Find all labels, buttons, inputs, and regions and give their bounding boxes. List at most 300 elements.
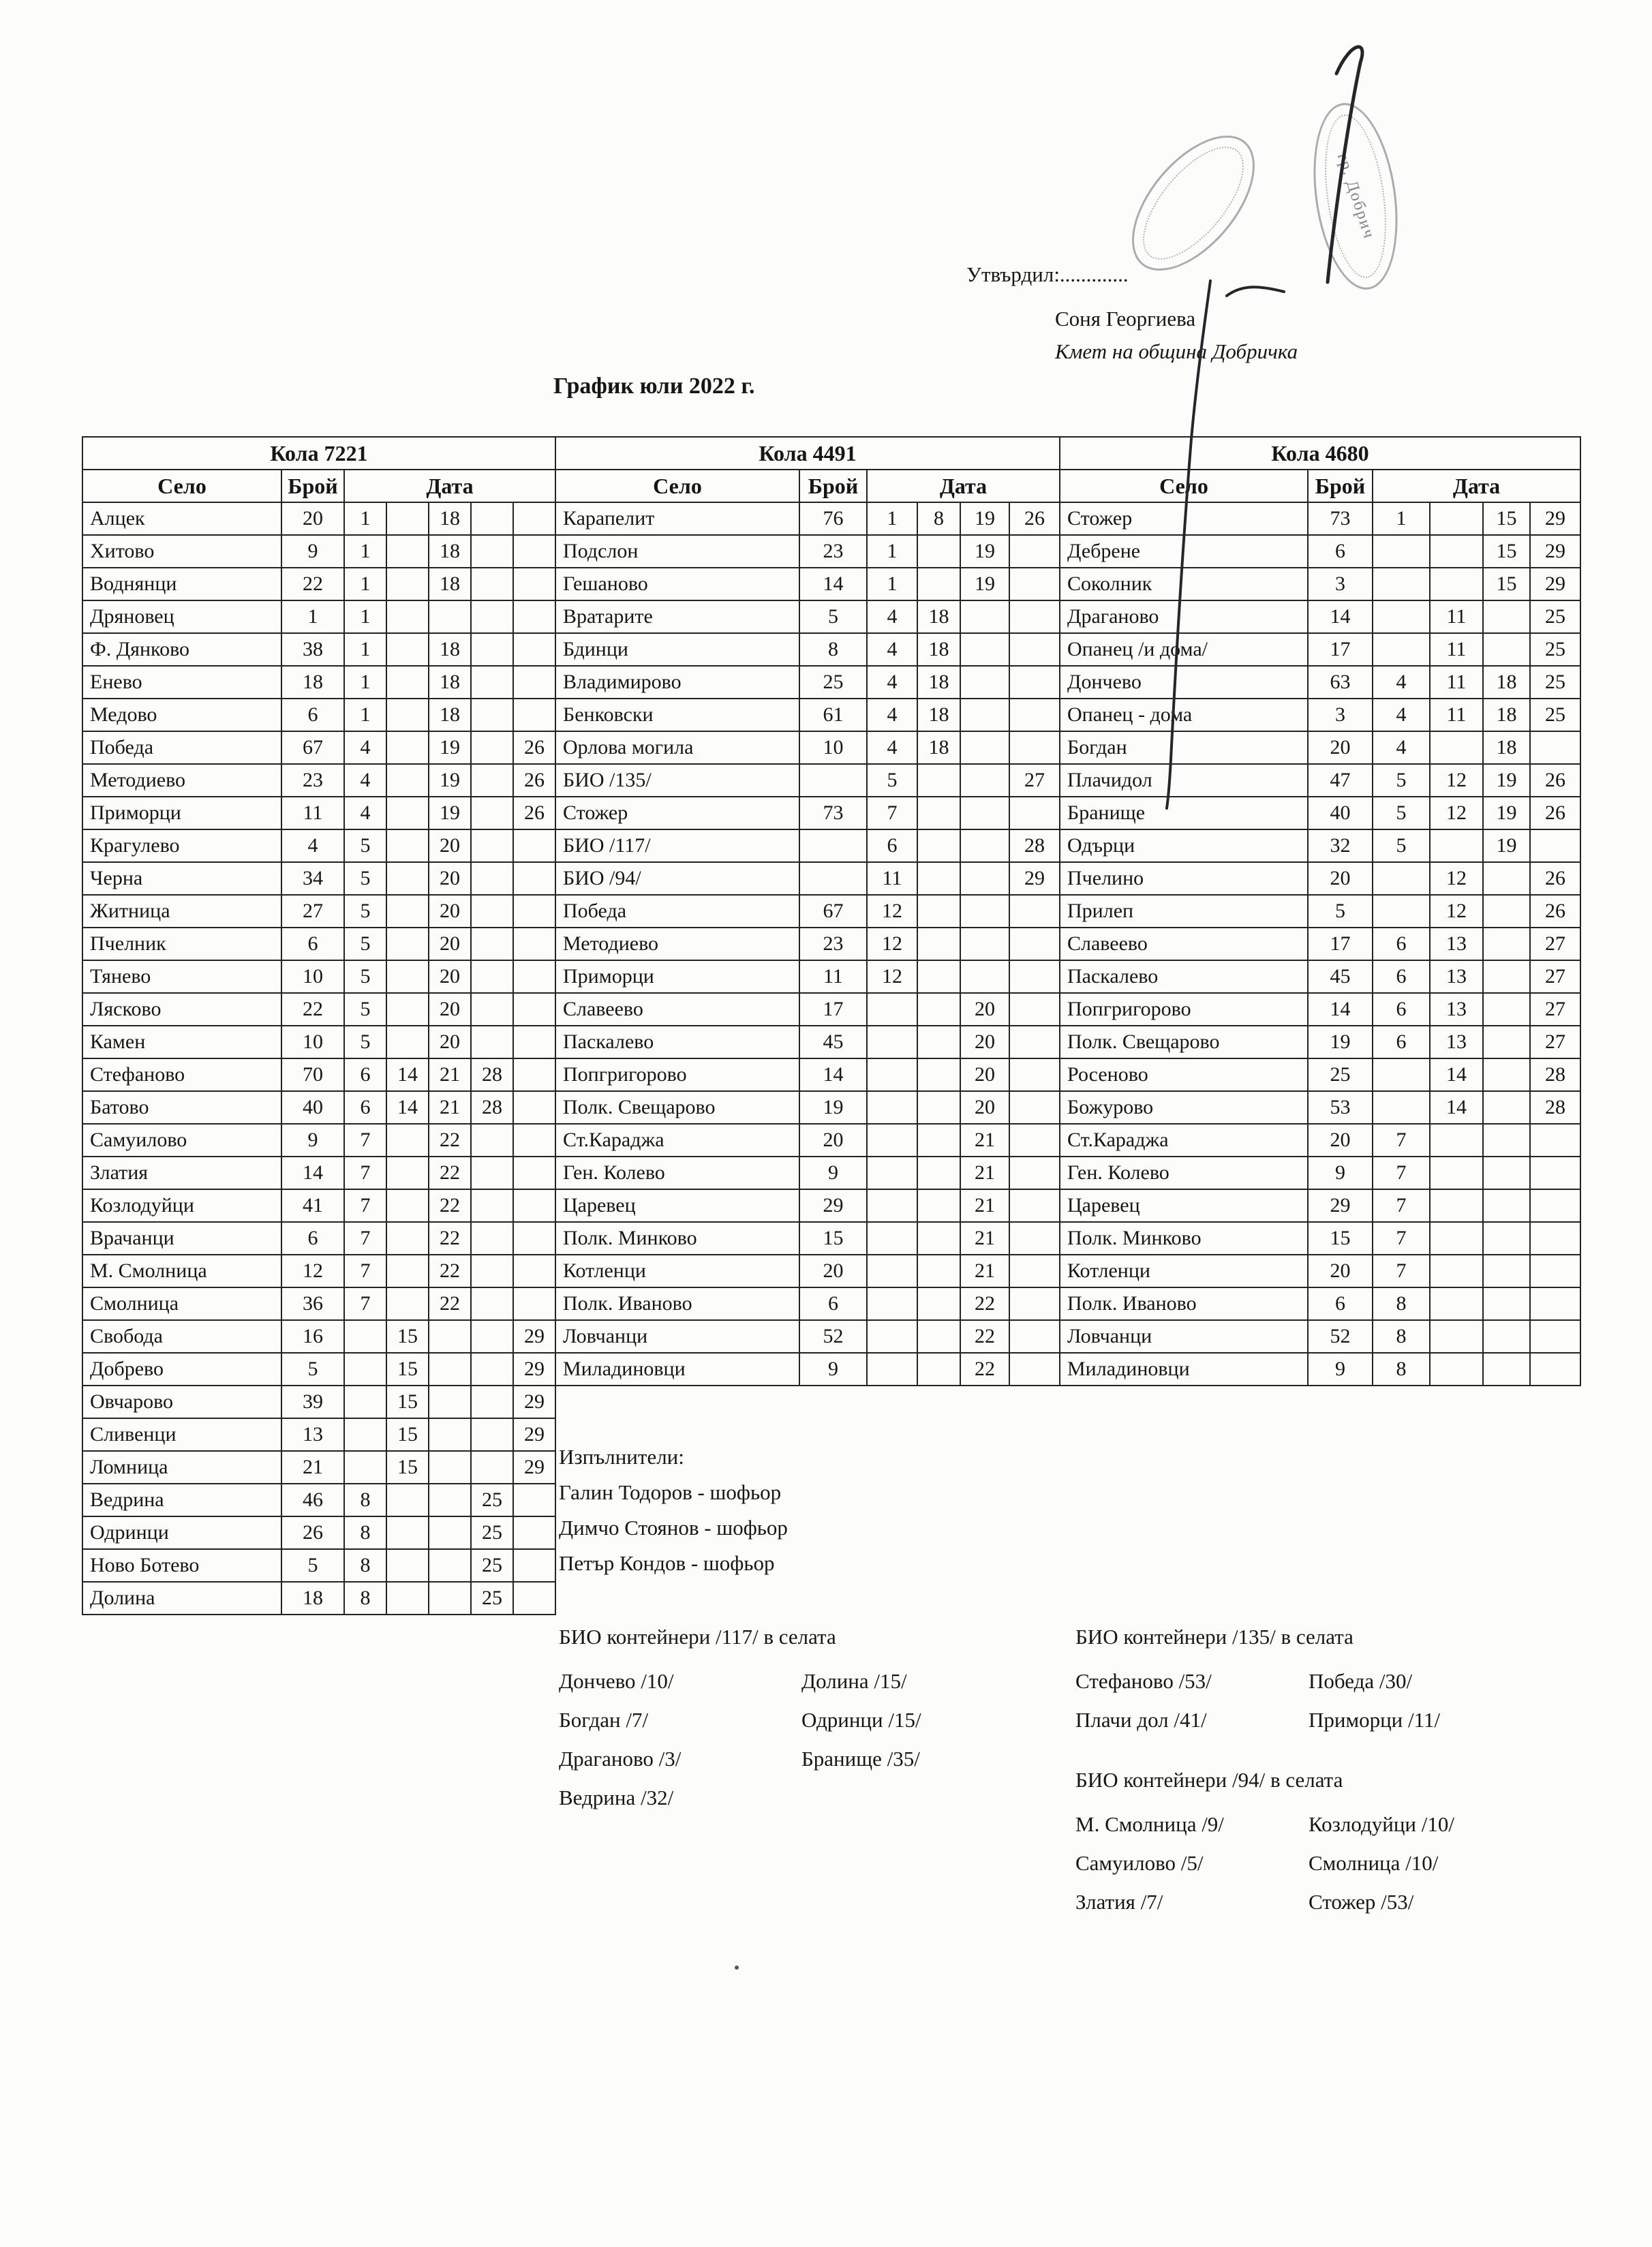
date-cell: 5 (344, 829, 386, 862)
date-cell: 19 (1483, 829, 1530, 862)
date-cell (1430, 1255, 1483, 1287)
village-cell: Дебрене (1060, 535, 1308, 568)
date-cell (429, 600, 471, 633)
village-cell: Опанец - дома (1060, 699, 1308, 731)
table-row (555, 928, 1060, 960)
count-cell (799, 764, 867, 797)
date-cell (429, 1386, 471, 1418)
doc-title: График юли 2022 г. (553, 373, 755, 399)
count-cell: 14 (799, 568, 867, 600)
date-cell: 18 (429, 568, 471, 600)
date-cell (471, 1222, 513, 1255)
date-cell: 12 (1430, 797, 1483, 829)
date-cell (917, 1189, 960, 1222)
date-cell (386, 1124, 429, 1157)
village-cell: Добрево (82, 1353, 281, 1386)
table-row (1060, 1255, 1580, 1287)
date-cell (471, 1287, 513, 1320)
date-cell (1430, 568, 1483, 600)
date-cell: 18 (917, 633, 960, 666)
date-cell (513, 1582, 555, 1615)
date-cell (471, 928, 513, 960)
date-cell (344, 1451, 386, 1484)
date-cell (917, 1353, 960, 1386)
date-cell (1009, 1255, 1060, 1287)
date-cell (1530, 1320, 1580, 1353)
count-cell: 39 (281, 1386, 344, 1418)
date-cell: 12 (1430, 895, 1483, 928)
date-cell (1530, 1157, 1580, 1189)
date-cell: 7 (344, 1287, 386, 1320)
date-cell: 20 (429, 895, 471, 928)
count-cell: 8 (799, 633, 867, 666)
village-cell: Гешаново (555, 568, 799, 600)
date-cell: 4 (867, 731, 917, 764)
date-cell (344, 1320, 386, 1353)
table-row (1060, 699, 1580, 731)
date-cell: 21 (960, 1222, 1009, 1255)
count-cell: 13 (281, 1418, 344, 1451)
date-cell (1483, 1091, 1530, 1124)
date-cell (1483, 1255, 1530, 1287)
date-cell: 6 (867, 829, 917, 862)
date-cell (917, 1026, 960, 1058)
village-cell: Ген. Колево (555, 1157, 799, 1189)
date-cell (471, 666, 513, 699)
date-cell: 25 (471, 1549, 513, 1582)
date-cell (513, 502, 555, 535)
date-cell (471, 1255, 513, 1287)
date-cell: 11 (1430, 699, 1483, 731)
village-cell: Камен (82, 1026, 281, 1058)
village-cell: Бранище (1060, 797, 1308, 829)
date-cell (1430, 731, 1483, 764)
date-cell (471, 568, 513, 600)
date-cell (471, 535, 513, 568)
date-cell (513, 600, 555, 633)
date-cell: 20 (429, 960, 471, 993)
date-cell: 7 (1373, 1189, 1430, 1222)
date-cell (513, 633, 555, 666)
village-cell: Тянево (82, 960, 281, 993)
village-cell: Полк. Иваново (1060, 1287, 1308, 1320)
date-cell (1009, 1026, 1060, 1058)
count-cell: 40 (1308, 797, 1373, 829)
date-cell (917, 829, 960, 862)
table-row (555, 699, 1060, 731)
village-cell: Паскалево (1060, 960, 1308, 993)
date-cell (1373, 633, 1430, 666)
village-cell: Попгригорово (555, 1058, 799, 1091)
date-cell: 8 (1373, 1320, 1430, 1353)
date-cell (1373, 568, 1430, 600)
date-cell (867, 1157, 917, 1189)
date-cell: 6 (1373, 928, 1430, 960)
count-cell: 5 (1308, 895, 1373, 928)
date-cell: 21 (960, 1189, 1009, 1222)
village-cell: Ведрина (82, 1484, 281, 1516)
count-cell: 20 (1308, 862, 1373, 895)
car-title: Кола 7221 (82, 437, 555, 470)
count-cell: 41 (281, 1189, 344, 1222)
date-cell: 4 (344, 764, 386, 797)
date-cell: 4 (867, 600, 917, 633)
village-cell: Ген. Колево (1060, 1157, 1308, 1189)
date-cell (1430, 1157, 1483, 1189)
count-cell: 26 (281, 1516, 344, 1549)
date-cell (867, 1287, 917, 1320)
date-cell: 25 (1530, 699, 1580, 731)
table-row (555, 731, 1060, 764)
date-cell: 25 (1530, 633, 1580, 666)
date-cell (386, 502, 429, 535)
table-row (82, 862, 555, 895)
date-cell (917, 993, 960, 1026)
date-cell: 8 (1373, 1287, 1430, 1320)
village-cell: БИО /117/ (555, 829, 799, 862)
village-cell: Ломница (82, 1451, 281, 1484)
bio-item: Смолница /10/ (1309, 1851, 1439, 1875)
table-row (1060, 535, 1580, 568)
table-row (1060, 993, 1580, 1026)
date-cell (386, 960, 429, 993)
bio-item: М. Смолница /9/ (1075, 1812, 1224, 1836)
date-cell: 1 (867, 535, 917, 568)
table-row (555, 1091, 1060, 1124)
date-cell: 14 (386, 1091, 429, 1124)
date-cell (386, 1582, 429, 1615)
date-cell: 29 (513, 1353, 555, 1386)
date-cell (386, 568, 429, 600)
village-cell: Алцек (82, 502, 281, 535)
date-cell: 12 (867, 928, 917, 960)
date-cell: 21 (429, 1058, 471, 1091)
car-title: Кола 4491 (555, 437, 1060, 470)
date-cell (513, 1255, 555, 1287)
date-cell (1430, 1124, 1483, 1157)
count-cell: 52 (1308, 1320, 1373, 1353)
count-cell: 17 (799, 993, 867, 1026)
date-cell (344, 1418, 386, 1451)
count-cell: 5 (799, 600, 867, 633)
car-table-4491 (555, 436, 1060, 1386)
date-cell (1530, 1353, 1580, 1386)
date-cell (960, 600, 1009, 633)
count-cell: 25 (1308, 1058, 1373, 1091)
date-cell (471, 797, 513, 829)
village-cell: Ново Ботево (82, 1549, 281, 1582)
count-cell: 17 (1308, 633, 1373, 666)
date-cell (867, 1353, 917, 1386)
date-cell (471, 960, 513, 993)
village-cell: Енево (82, 666, 281, 699)
table-row (555, 895, 1060, 928)
count-cell: 76 (799, 502, 867, 535)
table-row (555, 960, 1060, 993)
bio-block-title: БИО контейнери /94/ в селата (1075, 1768, 1343, 1792)
count-cell: 14 (1308, 993, 1373, 1026)
date-cell: 6 (1373, 1026, 1430, 1058)
date-cell: 29 (513, 1451, 555, 1484)
bio-block-94 (1075, 1767, 1454, 1921)
date-cell: 21 (960, 1255, 1009, 1287)
date-cell (513, 568, 555, 600)
table-row (555, 1353, 1060, 1386)
date-cell (513, 829, 555, 862)
table-row (82, 1418, 555, 1451)
date-cell: 12 (1430, 862, 1483, 895)
date-cell (513, 1157, 555, 1189)
count-cell: 20 (1308, 731, 1373, 764)
date-cell (1373, 600, 1430, 633)
bio-item: Стожер /53/ (1309, 1890, 1414, 1914)
date-cell: 18 (1483, 731, 1530, 764)
table-row (555, 1320, 1060, 1353)
date-cell (1009, 1157, 1060, 1189)
date-cell: 11 (1430, 666, 1483, 699)
count-cell: 38 (281, 633, 344, 666)
date-cell: 8 (1373, 1353, 1430, 1386)
date-cell: 27 (1009, 764, 1060, 797)
date-cell (960, 764, 1009, 797)
date-cell (867, 1320, 917, 1353)
village-cell: Стожер (1060, 502, 1308, 535)
date-cell (1483, 993, 1530, 1026)
village-cell: Царевец (1060, 1189, 1308, 1222)
count-cell: 20 (1308, 1255, 1373, 1287)
date-cell: 5 (344, 862, 386, 895)
date-cell: 22 (429, 1222, 471, 1255)
table-row (1060, 600, 1580, 633)
village-cell: Приморци (555, 960, 799, 993)
date-cell (1009, 960, 1060, 993)
village-cell: Сливенци (82, 1418, 281, 1451)
date-cell: 19 (429, 731, 471, 764)
date-cell: 22 (429, 1255, 471, 1287)
date-cell (344, 1353, 386, 1386)
village-cell: Козлодуйци (82, 1189, 281, 1222)
village-cell: Одринци (82, 1516, 281, 1549)
executors-block (559, 1439, 788, 1581)
village-cell: Полк. Минково (555, 1222, 799, 1255)
date-cell: 1 (344, 568, 386, 600)
date-cell: 14 (1430, 1091, 1483, 1124)
date-cell (1483, 600, 1530, 633)
date-cell: 4 (344, 797, 386, 829)
approved-line: Утвърдил:............. (966, 262, 1129, 286)
date-cell: 1 (344, 666, 386, 699)
date-cell (960, 731, 1009, 764)
village-cell: Батово (82, 1091, 281, 1124)
table-row (82, 1026, 555, 1058)
date-cell (471, 829, 513, 862)
date-cell (1483, 1353, 1530, 1386)
date-cell (1483, 1124, 1530, 1157)
date-cell (917, 928, 960, 960)
count-cell: 16 (281, 1320, 344, 1353)
date-cell (471, 502, 513, 535)
table-row (82, 1091, 555, 1124)
date-cell: 6 (344, 1058, 386, 1091)
village-cell: Победа (555, 895, 799, 928)
date-cell: 26 (1530, 895, 1580, 928)
date-cell: 18 (917, 731, 960, 764)
date-cell (1530, 829, 1580, 862)
village-cell: Паскалево (555, 1026, 799, 1058)
date-cell: 20 (429, 862, 471, 895)
village-cell: Стефаново (82, 1058, 281, 1091)
table-row (82, 1157, 555, 1189)
date-cell (386, 1157, 429, 1189)
count-cell: 9 (281, 1124, 344, 1157)
date-cell (471, 1189, 513, 1222)
date-cell (386, 535, 429, 568)
count-cell: 32 (1308, 829, 1373, 862)
date-cell (1009, 1058, 1060, 1091)
date-cell (867, 1255, 917, 1287)
count-cell: 52 (799, 1320, 867, 1353)
date-cell: 28 (1009, 829, 1060, 862)
round-stamp-left (1109, 114, 1278, 292)
date-cell: 6 (1373, 993, 1430, 1026)
date-cell: 20 (960, 1058, 1009, 1091)
village-cell: Полк. Иваново (555, 1287, 799, 1320)
date-cell (386, 993, 429, 1026)
date-cell: 13 (1430, 1026, 1483, 1058)
table-row (555, 1287, 1060, 1320)
count-cell: 10 (799, 731, 867, 764)
count-cell: 20 (1308, 1124, 1373, 1157)
table-row (1060, 1157, 1580, 1189)
village-cell: Крагулево (82, 829, 281, 862)
date-cell: 12 (1430, 764, 1483, 797)
date-cell: 29 (1009, 862, 1060, 895)
date-cell (386, 928, 429, 960)
date-cell: 19 (960, 568, 1009, 600)
date-cell: 22 (429, 1287, 471, 1320)
date-cell (471, 862, 513, 895)
table-row (555, 1222, 1060, 1255)
village-cell: Воднянци (82, 568, 281, 600)
village-cell: БИО /135/ (555, 764, 799, 797)
village-cell: Методиево (82, 764, 281, 797)
date-cell (386, 1287, 429, 1320)
table-row (555, 1189, 1060, 1222)
date-cell: 8 (917, 502, 960, 535)
count-cell: 25 (799, 666, 867, 699)
table-row (1060, 1124, 1580, 1157)
village-cell: Дончево (1060, 666, 1308, 699)
date-cell (513, 1026, 555, 1058)
date-cell (1483, 1026, 1530, 1058)
round-stamp-right (1302, 97, 1408, 295)
date-cell: 26 (1009, 502, 1060, 535)
village-cell: Миладиновци (555, 1353, 799, 1386)
village-header: Село (555, 470, 799, 502)
date-cell (386, 862, 429, 895)
date-cell: 15 (386, 1418, 429, 1451)
round-stamp-inner-ring (1125, 130, 1261, 276)
date-cell: 15 (1483, 502, 1530, 535)
village-cell: Златия (82, 1157, 281, 1189)
date-cell: 7 (1373, 1124, 1430, 1157)
date-cell (344, 1386, 386, 1418)
count-cell: 46 (281, 1484, 344, 1516)
date-cell (513, 1484, 555, 1516)
table-row (1060, 1189, 1580, 1222)
date-cell (386, 895, 429, 928)
date-cell: 26 (1530, 764, 1580, 797)
date-cell: 4 (867, 699, 917, 731)
date-cell (429, 1418, 471, 1451)
table-row (82, 1451, 555, 1484)
table-row (555, 633, 1060, 666)
table-row (82, 1287, 555, 1320)
count-cell: 22 (281, 568, 344, 600)
date-cell (1430, 1320, 1483, 1353)
count-cell: 63 (1308, 666, 1373, 699)
bio-item: Приморци /11/ (1309, 1708, 1441, 1732)
count-cell: 67 (281, 731, 344, 764)
count-header: Брой (1308, 470, 1373, 502)
date-cell (513, 1124, 555, 1157)
date-cell (960, 699, 1009, 731)
date-cell (1009, 1287, 1060, 1320)
table-row (82, 928, 555, 960)
date-cell (917, 568, 960, 600)
date-cell (513, 1549, 555, 1582)
date-cell (386, 600, 429, 633)
count-cell: 6 (281, 928, 344, 960)
date-cell: 4 (344, 731, 386, 764)
village-cell: Прилеп (1060, 895, 1308, 928)
date-cell: 12 (867, 960, 917, 993)
date-cell (1483, 1320, 1530, 1353)
date-cell: 20 (429, 993, 471, 1026)
count-cell: 9 (1308, 1157, 1373, 1189)
date-cell (386, 666, 429, 699)
table-row (82, 1582, 555, 1615)
date-cell: 1 (344, 535, 386, 568)
bio-block-title: БИО контейнери /135/ в селата (1075, 1625, 1353, 1649)
date-cell (1009, 699, 1060, 731)
date-cell: 28 (471, 1091, 513, 1124)
date-cell (513, 1516, 555, 1549)
date-cell (1009, 633, 1060, 666)
count-cell: 17 (1308, 928, 1373, 960)
date-cell: 28 (1530, 1058, 1580, 1091)
count-cell: 14 (281, 1157, 344, 1189)
count-cell: 20 (281, 502, 344, 535)
date-cell: 29 (1530, 502, 1580, 535)
date-cell (1009, 993, 1060, 1026)
date-cell: 21 (960, 1124, 1009, 1157)
date-cell (513, 535, 555, 568)
date-cell (471, 1451, 513, 1484)
date-cell: 15 (386, 1386, 429, 1418)
date-cell: 6 (1373, 960, 1430, 993)
count-cell: 27 (281, 895, 344, 928)
count-cell: 29 (799, 1189, 867, 1222)
date-cell: 14 (386, 1058, 429, 1091)
date-cell (867, 1026, 917, 1058)
executor-item: Петър Кондов - шофьор (559, 1551, 775, 1575)
date-cell (867, 1222, 917, 1255)
count-cell: 11 (799, 960, 867, 993)
count-cell: 53 (1308, 1091, 1373, 1124)
date-cell: 15 (1483, 568, 1530, 600)
date-cell (960, 960, 1009, 993)
